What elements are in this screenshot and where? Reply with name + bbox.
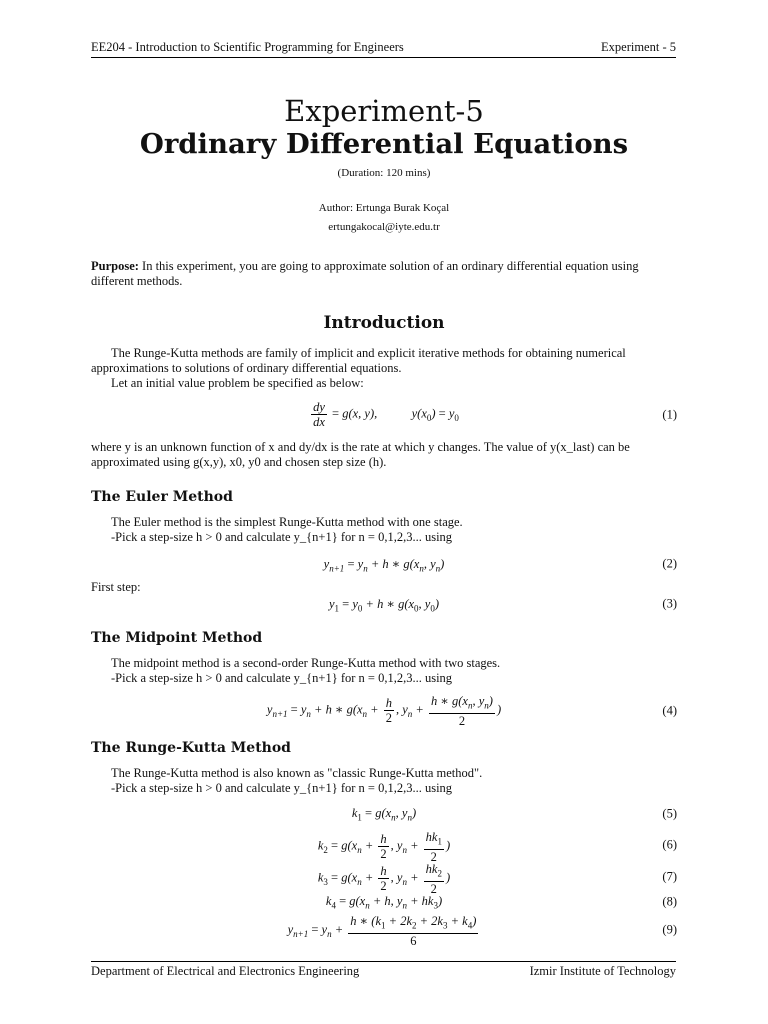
heading-euler: The Euler Method	[91, 489, 233, 505]
equation-6: $k_2 = g(x_n$ + $\frac{h}{2}$ , $y_n$ + $\frac{hk_1}{2}$ ) (6)	[317, 830, 677, 864]
equation-number: (3)	[662, 596, 677, 611]
equation-1: $\frac{dy}{dx}$ = g(x, y), $y(x_0) = y_0$ (1)	[313, 400, 677, 429]
heading-runge-kutta: The Runge-Kutta Method	[91, 740, 291, 756]
footer-department: Department of Electrical and Electronics Engineering	[91, 964, 360, 978]
equation-5: $k_1 = g(x_n$, $y_n$) (5)	[351, 806, 677, 823]
intro-paragraph-2: Let an initial value problem be specified as below:	[111, 376, 364, 390]
author-email: ertungakocal@iyte.edu.tr	[328, 221, 440, 233]
equation-number: (9)	[662, 922, 677, 937]
equation-number: (8)	[662, 894, 677, 909]
footer-institute: Izmir Institute of Technology	[529, 964, 676, 978]
purpose-text: In this experiment, you are going to approximate solution of an ordinary differential equation using different methods.	[91, 259, 639, 288]
equation-number: (4)	[662, 703, 677, 718]
page-header	[91, 40, 676, 58]
intro-paragraph-3: where y is an unknown function of x and dy/dx is the rate at which y changes. The value of y(x_last) can be approximated using g(x,y), x0, y0 and chosen step size (h).	[91, 440, 630, 469]
rk-paragraph-2: -Pick a step-size h > 0 and calculate y_{n+1} for n = 0,1,2,3... using	[111, 781, 453, 795]
header-experiment: Experiment - 5	[601, 40, 676, 54]
equation-number: (1)	[662, 407, 677, 422]
midpoint-paragraph-2: -Pick a step-size h > 0 and calculate y_{n+1} for n = 0,1,2,3... using	[111, 671, 453, 685]
euler-paragraph-1: The Euler method is the simplest Runge-Kutta method with one stage.	[111, 515, 463, 529]
equation-number: (2)	[662, 556, 677, 571]
page-footer	[91, 961, 676, 979]
equation-number: (7)	[662, 869, 677, 884]
title-line-1: Experiment-5	[284, 94, 484, 128]
euler-paragraph-2: -Pick a step-size h > 0 and calculate y_{n+1} for n = 0,1,2,3... using	[111, 530, 453, 544]
equation-number: (5)	[662, 806, 677, 821]
equation-4: $y_{n+1} = y_n + h$ ∗ $g(x_n$ + $\frac{h}{2}$ , $y_n$ + $\frac{h ∗ g(x_n, y_n)}{2}$ ) (4)	[266, 694, 677, 728]
purpose-label: Purpose:	[91, 259, 139, 273]
midpoint-paragraph-1: The midpoint method is a second-order Runge-Kutta method with two stages.	[111, 656, 501, 670]
equation-7: $k_3 = g(x_n$ + $\frac{h}{2}$ , $y_n$ + $\frac{hk_2}{2}$ ) (7)	[317, 862, 677, 896]
header-course: EE204 - Introduction to Scientific Programming for Engineers	[91, 40, 404, 54]
intro-paragraph-1: The Runge-Kutta methods are family of implicit and explicit iterative methods for obtaining numerical approximations to solutions of ordinary differential equations.	[91, 346, 626, 375]
equation-9: $y_{n+1} = y_n$ + $\frac{h ∗ (k_1 + 2k_2 + 2k_3 + k_4)}{6}$ (9)	[287, 914, 677, 948]
purpose-paragraph	[91, 259, 677, 289]
title-line-2: Ordinary Differential Equations	[139, 128, 629, 160]
heading-midpoint: The Midpoint Method	[91, 630, 263, 646]
duration-note: (Duration: 120 mins)	[337, 167, 431, 179]
author-name: Author: Ertunga Burak Koçal	[318, 202, 450, 214]
equation-8: $k_4 = g(x_n + h$, $y_n + hk_3$) (8)	[325, 894, 677, 911]
equation-2: $y_{n+1} = y_n + h$ ∗ $g(x_n$, $y_n$) (2)	[323, 556, 677, 574]
euler-first-step: First step:	[91, 580, 141, 594]
equation-number: (6)	[662, 837, 677, 852]
rk-paragraph-1: The Runge-Kutta method is also known as "classic Runge-Kutta method".	[111, 766, 483, 780]
section-introduction: Introduction	[323, 313, 445, 333]
equation-3: $y_1 = y_0 + h$ ∗ $g(x_0$, $y_0$) (3)	[328, 596, 677, 614]
